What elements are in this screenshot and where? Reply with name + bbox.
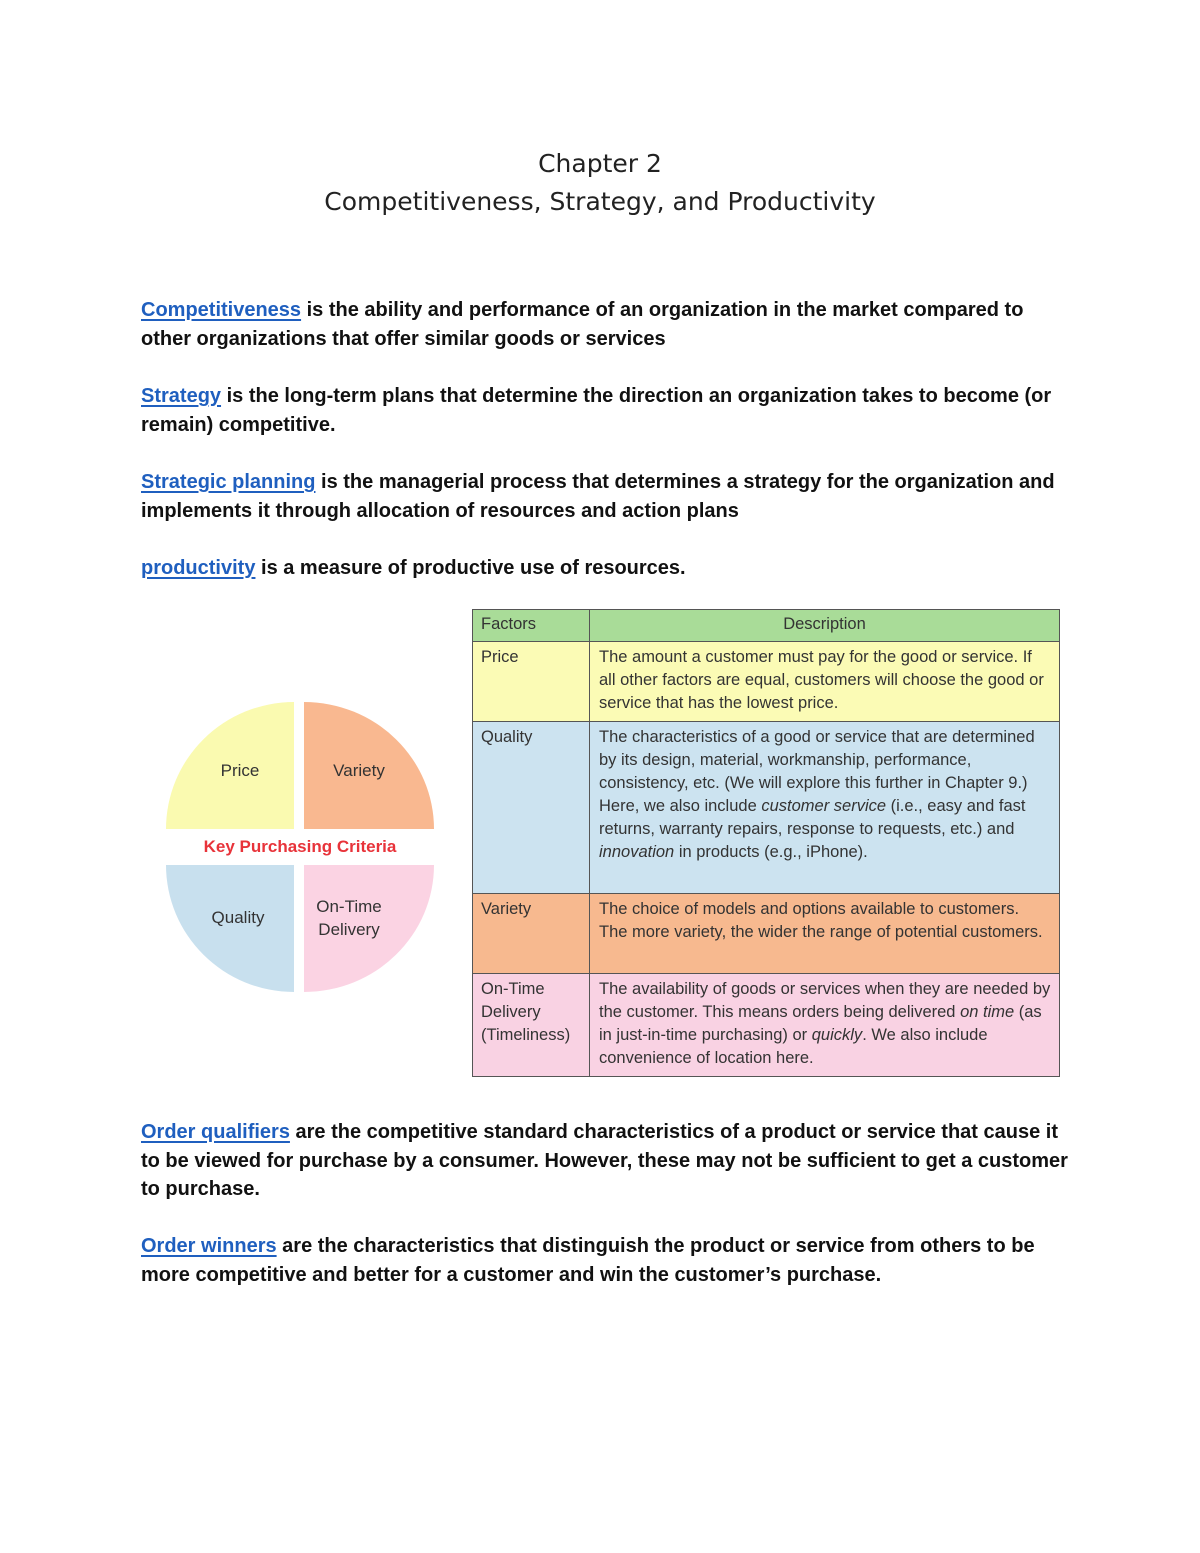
criteria-delivery-label	[316, 895, 402, 941]
criteria-quality-label: Quality	[211, 908, 265, 927]
description-text: (i.e., easy and fast returns, warranty repairs, response to requests, etc.) and	[599, 797, 1026, 838]
definition-text: is a measure of productive use of resources.	[255, 557, 686, 579]
page-title	[0, 145, 1200, 221]
description-cell: The choice of models and options available to customers. The more variety, the wider the range of potential customers.	[590, 894, 1060, 974]
chapter-title: Competitiveness, Strategy, and Productivity	[324, 187, 876, 216]
factor-line: (Timeliness)	[481, 1026, 571, 1044]
term-link-strategy[interactable]: Strategy	[141, 385, 222, 407]
header-factors: Factors	[473, 610, 590, 642]
factor-cell	[473, 974, 590, 1077]
key-purchasing-criteria-diagram	[166, 702, 434, 992]
definition-strategy	[141, 382, 1071, 439]
table-row-price	[473, 642, 1060, 722]
definition-text: are the competitive standard characteristics of a product or service that cause it to be viewed for purchase by a consumer. However, these may not be sufficient to get a customer to purchase.	[141, 1121, 1068, 1200]
table-row-delivery	[473, 974, 1060, 1077]
description-text: The characteristics of a good or service that are determined by its design, material, workmanship, performance, consistency, etc. (We will explore this further in Chapter 9.) Here, we also include	[599, 728, 1035, 815]
criteria-price-quadrant	[166, 702, 294, 829]
factor-line: Delivery	[481, 1003, 541, 1021]
description-text: in products (e.g., iPhone).	[674, 843, 868, 861]
criteria-quality-quadrant	[166, 865, 294, 992]
factor-cell: Price	[473, 642, 590, 722]
definition-strategic-planning	[141, 468, 1071, 525]
definition-text: is the ability and performance of an organization in the market compared to other organizations that offer similar goods or services	[141, 299, 1024, 350]
description-cell	[590, 722, 1060, 894]
description-text: (as in just-in-time purchasing) or	[599, 1003, 1042, 1044]
term-link-productivity[interactable]: productivity	[141, 557, 256, 579]
definition-text: are the characteristics that distinguish the product or service from others to be more competitive and better for a customer and win the customer’s purchase.	[141, 1235, 1035, 1286]
criteria-variety-quadrant	[304, 702, 434, 829]
description-cell	[590, 974, 1060, 1077]
term-link-strategic-planning[interactable]: Strategic planning	[141, 471, 316, 493]
term-link-order-qualifiers[interactable]: Order qualifiers	[141, 1121, 290, 1143]
definition-order-qualifiers	[141, 1118, 1071, 1204]
definition-order-winners	[141, 1232, 1071, 1289]
criteria-variety-label: Variety	[333, 761, 385, 780]
description-cell: The amount a customer must pay for the good or service. If all other factors are equal, customers will choose the good or service that has the lowest price.	[590, 642, 1060, 722]
table-row-variety	[473, 894, 1060, 974]
description-emphasis: on time	[960, 1003, 1015, 1021]
description-emphasis: quickly	[811, 1026, 863, 1044]
factor-cell: Quality	[473, 722, 590, 894]
criteria-delivery-line1: On-Time	[316, 896, 382, 916]
criteria-price-label: Price	[220, 761, 260, 780]
chapter-number: Chapter 2	[538, 149, 662, 178]
definition-competitiveness	[141, 296, 1071, 353]
table-row-quality	[473, 722, 1060, 894]
criteria-title: Key Purchasing Criteria	[203, 837, 397, 856]
criteria-delivery-quadrant	[304, 865, 434, 992]
definition-productivity	[141, 554, 1071, 583]
description-emphasis: innovation	[599, 843, 675, 861]
criteria-delivery-line2: Delivery	[318, 919, 380, 939]
factor-cell: Variety	[473, 894, 590, 974]
description-text: . We also include convenience of location here.	[599, 1026, 988, 1067]
description-emphasis: customer service	[761, 797, 887, 815]
term-link-competitiveness[interactable]: Competitiveness	[141, 299, 302, 321]
term-link-order-winners[interactable]: Order winners	[141, 1235, 277, 1257]
header-description: Description	[590, 610, 1060, 642]
factor-line: On-Time	[481, 980, 545, 998]
factors-table	[472, 609, 1060, 1077]
definition-text: is the long-term plans that determine the direction an organization takes to become (or remain) competitive.	[141, 385, 1052, 436]
definition-text: is the managerial process that determines a strategy for the organization and implements it through allocation of resources and action plans	[141, 471, 1055, 522]
table-header-row	[473, 610, 1060, 642]
description-text: The availability of goods or services when they are needed by the customer. This means orders being delivered	[599, 980, 1051, 1021]
